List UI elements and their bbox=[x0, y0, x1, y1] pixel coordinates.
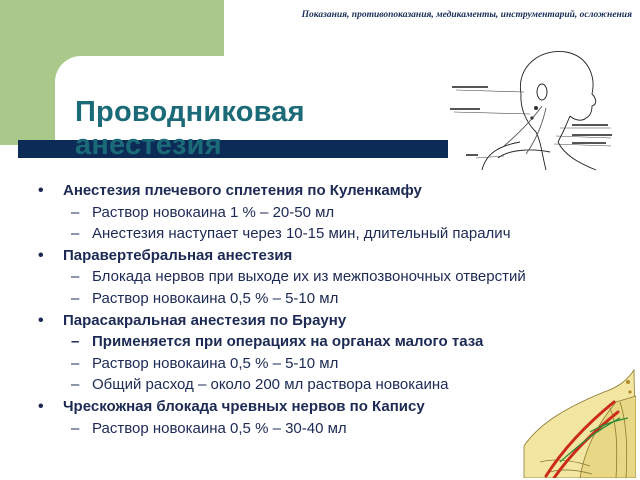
sub-list-item: – Раствор новокаина 1 % – 20-50 мл bbox=[63, 202, 618, 224]
sub-list-item: – Раствор новокаина 0,5 % – 5-10 мл bbox=[63, 288, 618, 310]
title-line-1: Проводниковая bbox=[75, 96, 305, 128]
shoulder-anatomy-illustration bbox=[520, 362, 636, 478]
green-accent-strip bbox=[0, 0, 55, 145]
sub-list bbox=[63, 266, 618, 309]
title-line-2: анестезия bbox=[75, 129, 222, 161]
slide-title bbox=[75, 96, 305, 162]
item-heading: Анестезия плечевого сплетения по Куленкамфу bbox=[63, 182, 422, 199]
sub-list-item: – Блокада нервов при выходе их из межпозвоночных отверстий bbox=[63, 266, 618, 288]
header-caption: Показания, противопоказания, медикаменты, инструментарий, осложнения bbox=[301, 10, 632, 20]
list-item bbox=[38, 245, 618, 310]
list-item bbox=[38, 180, 618, 245]
sub-list-item: – Анестезия наступает через 10-15 мин, длительный паралич bbox=[63, 223, 618, 245]
sub-list-item: – Применяется при операциях на органах малого таза bbox=[63, 331, 618, 353]
item-heading: Парасакральная анестезия по Брауну bbox=[63, 311, 347, 329]
sub-list-item: – Раствор новокаина 0,5 % – 5-10 мл bbox=[63, 353, 618, 375]
sub-list-item: – Общий расход – около 200 мл раствора новокаина bbox=[63, 374, 618, 396]
item-heading: Чрескожная блокада чревных нервов по Капису bbox=[63, 397, 425, 415]
sub-list-item: – Раствор новокаина 0,5 % – 30-40 мл bbox=[63, 418, 618, 440]
item-heading: Паравертебральная анестезия bbox=[63, 246, 293, 264]
sub-list bbox=[63, 202, 618, 245]
head-neck-anatomy-illustration bbox=[446, 46, 616, 171]
